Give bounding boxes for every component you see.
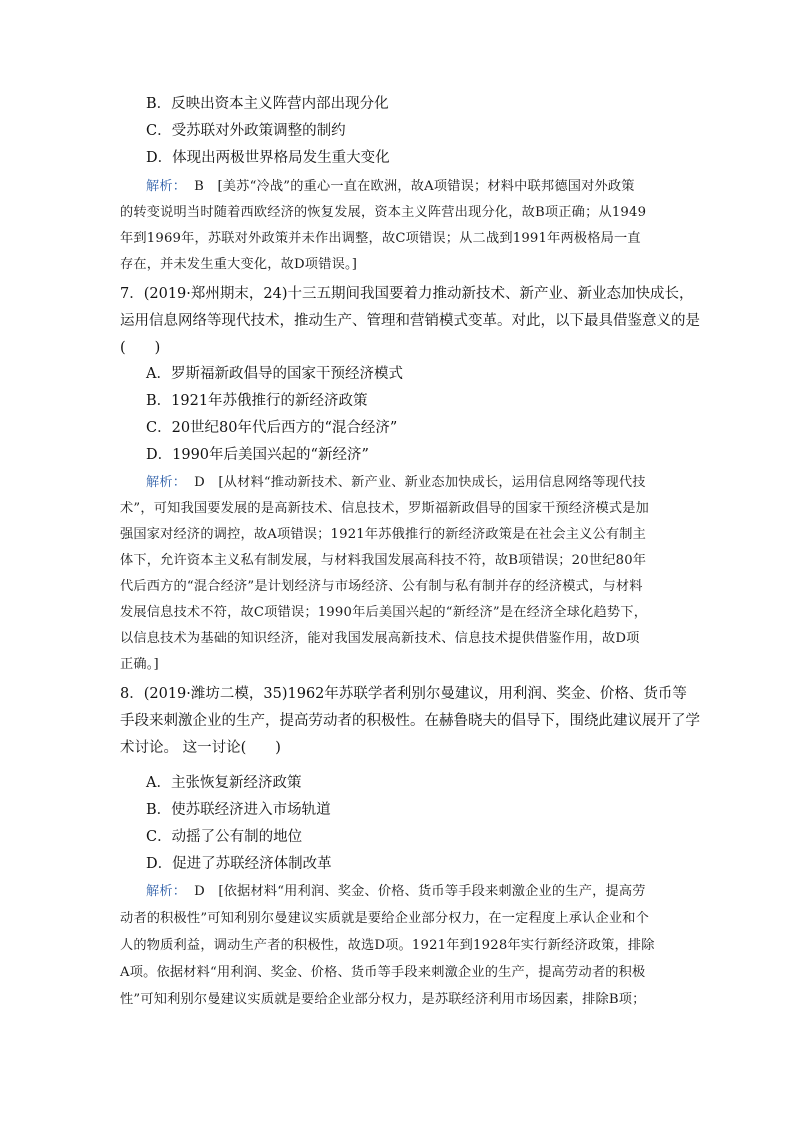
option-b: B．反映出资本主义阵营内部出现分化 xyxy=(146,96,389,112)
analysis-line: 体下，允许资本主义私有制发展，与材料我国发展高科技不符，故B项错误；20世纪80年 xyxy=(120,553,647,568)
analysis-line: 发展信息技术不符，故C项错误；1990年后美国兴起的“新经济”是在经济全球化趋势下， xyxy=(120,605,648,620)
analysis-line: 人的物质利益，调动生产者的积极性，故选D项。1921年到1928年实行新经济政策，排除 xyxy=(120,938,655,953)
analysis-line: 正确。] xyxy=(120,657,159,672)
answer-bracket: ( ) xyxy=(120,340,161,356)
question-7-stem: 运用信息网络等现代技术，推动生产、管理和营销模式变革。对此，以下最具借鉴意义的是 xyxy=(120,313,700,329)
analysis-line: 代后西方的“混合经济”是计划经济与市场经济、公有制与私有制并存的经济模式，与材料 xyxy=(120,579,643,594)
question-8-stem: 8．(2019·潍坊二模，35)1962年苏联学者利别尔曼建议，用利润、奖金、价格、货币等 xyxy=(120,686,687,702)
option-a: A．主张恢复新经济政策 xyxy=(146,775,302,791)
analysis-line: 术”，可知我国要发展的是高新技术、信息技术，罗斯福新政倡导的国家干预经济模式是加 xyxy=(120,501,650,516)
option-d: D．1990年后美国兴起的“新经济” xyxy=(146,447,369,463)
analysis-line: 动者的积极性”可知利别尔曼建议实质就是要给企业部分权力，在一定程度上承认企业和个 xyxy=(120,911,650,926)
analysis-line xyxy=(146,177,635,197)
analysis-text: D [从材料“推动新技术、新产业、新业态加快成长，运用信息网络等现代技 xyxy=(194,475,646,490)
analysis-line: 存在，并未发生重大变化，故D项错误。] xyxy=(120,257,358,272)
option-b: B．1921年苏俄推行的新经济政策 xyxy=(146,393,368,409)
option-c: C．动摇了公有制的地位 xyxy=(146,829,303,845)
option-a: A．罗斯福新政倡导的国家干预经济模式 xyxy=(146,366,403,382)
analysis-line: 强国家对经济的调控，故A项错误；1921年苏俄推行的新经济政策是在社会主义公有制主 xyxy=(120,527,647,542)
analysis-line xyxy=(146,473,646,493)
option-c: C．20世纪80年代后西方的“混合经济” xyxy=(146,420,398,436)
analysis-label: 解析： xyxy=(146,884,187,899)
analysis-line xyxy=(146,882,646,902)
option-c: C．受苏联对外政策调整的制约 xyxy=(146,123,346,139)
question-8-stem: 手段来刺激企业的生产，提高劳动者的积极性。在赫鲁晓夫的倡导下，围绕此建议展开了学 xyxy=(120,713,700,729)
analysis-line: A项。依据材料“用利润、奖金、价格、货币等手段来刺激企业的生产，提高劳动者的积极 xyxy=(120,965,646,980)
option-d: D．体现出两极世界格局发生重大变化 xyxy=(146,150,390,166)
option-d: D．促进了苏联经济体制改革 xyxy=(146,856,332,872)
analysis-label: 解析： xyxy=(146,179,187,194)
analysis-label: 解析： xyxy=(146,475,187,490)
analysis-text: D [依据材料“用利润、奖金、价格、货币等手段来刺激企业的生产，提高劳 xyxy=(194,884,646,899)
analysis-line: 年到1969年，苏联对外政策并未作出调整，故C项错误；从二战到1991年两极格局一直 xyxy=(120,231,641,246)
option-b: B．使苏联经济进入市场轨道 xyxy=(146,802,331,818)
question-7-stem: 7．(2019·郑州期末，24)十三五期间我国要着力推动新技术、新产业、新业态加快成长， xyxy=(120,286,694,302)
analysis-line: 以信息技术为基础的知识经济，能对我国发展高新技术、信息技术提供借鉴作用，故D项 xyxy=(120,631,640,646)
analysis-line: 的转变说明当时随着西欧经济的恢复发展，资本主义阵营出现分化，故B项正确；从1949 xyxy=(120,205,647,220)
question-8-stem: 术讨论。 这一讨论( ) xyxy=(120,740,281,756)
analysis-line: 性”可知利别尔曼建议实质就是要给企业部分权力，是苏联经济利用市场因素，排除B项； xyxy=(120,992,646,1007)
analysis-text: B [美苏“冷战”的重心一直在欧洲，故A项错误；材料中联邦德国对外政策 xyxy=(194,179,635,194)
